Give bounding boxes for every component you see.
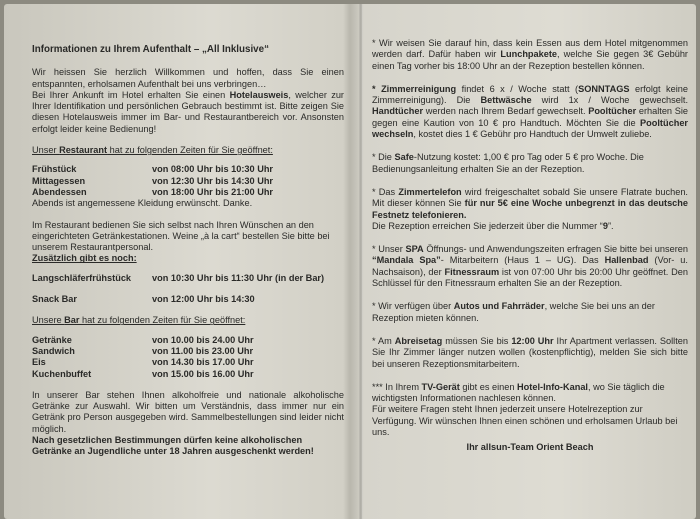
dress-code: Abends ist angemessene Kleidung erwünscht. Danke. xyxy=(32,198,253,209)
tv-note: *** In Ihrem TV-Gerät gibt es einen Hotel-Info-Kanal, wo Sie täglich die wichtigsten Informationen nachlesen können. xyxy=(372,381,665,404)
left-page xyxy=(32,44,344,458)
bar-time-row: Eis von 14.30 bis 17.00 Uhr xyxy=(32,357,254,368)
room-phone-note: * Das Zimmertelefon wird freigeschaltet sobald Sie unsere Flatrate buchen. Mit dieser können Sie für nur 5€ eine Woche unbegrenzt in das deutsche Festnetz telefonieren. Die Rezeption erreichen Sie jederzeit über die Nummer “9”. xyxy=(372,186,689,231)
restaurant-heading: Unser Restaurant hat zu folgenden Zeiten für Sie geöffnet: xyxy=(32,145,273,156)
welcome-text: Wir heissen Sie herzlich Willkommen und hoffen, dass Sie einen entspannten, erholsamen Aufenthalt bei uns verbringen… xyxy=(32,67,344,89)
rental-note: * Wir verfügen über Autos und Fahrräder, welche Sie bei uns an der Rezeption mieten können. xyxy=(372,301,655,323)
extras-heading: Zusätzlich gibt es noch: xyxy=(32,253,137,264)
extra-row: Langschläferfrühstück von 10:30 Uhr bis 11:30 Uhr (in der Bar) xyxy=(32,272,325,283)
bar-heading: Unsere Bar hat zu folgenden Zeiten für Sie geöffnet: xyxy=(32,315,246,326)
page-title: Informationen zu Ihrem Aufenthalt – „All Inklusive“ xyxy=(32,44,269,55)
meal-row: Abendessen von 18:00 Uhr bis 21:00 Uhr xyxy=(32,186,274,197)
bar-time-row: Getränke von 10.00 bis 24.00 Uhr xyxy=(32,334,254,345)
signature: Ihr allsun-Team Orient Beach xyxy=(466,442,594,453)
meal-row: Mittagessen von 12:30 Uhr bis 14:30 Uhr xyxy=(32,175,274,186)
closing-text: Für weitere Fragen steht Ihnen jederzeit unsere Hotelrezeption zur Verfügung. Wir wünschen Ihnen einen schönen und erholsamen Urlaub bei uns. xyxy=(372,404,678,438)
right-page xyxy=(372,38,688,454)
hotel-id-text: Bei Ihrer Ankunft im Hotel erhalten Sie einen Hotelausweis, welcher zur Ihrer Identifikation und persönlichen Gebrauch bestimmt ist. Bitte zeigen Sie diesen Hotelausweis immer im Bar- und Restaurantbereich vor. Ansonsten erfolgt leider keine Bedienung! xyxy=(32,89,344,134)
spa-note: * Unser SPA Öffnungs- und Anwendungszeiten erfragen Sie bitte bei unseren “Mandala Spa”- Mitarbeitern (Haus 1 – UG). Das Hallenbad (Vor- u. Nachsaison), der Fitnessraum ist von 07:00 Uhr bis 20:00 Uhr geöffnet. Den Schlüssel für den Fitnessraum erhalten Sie an der Rezeption. xyxy=(372,244,688,289)
room-cleaning-note: * Zimmerreinigung findet 6 x / Woche statt (SONNTAGS erfolgt keine Zimmerreinigung). Die Bettwäsche wird 1x / Woche gewechselt. Handtücher werden nach Ihrem Bedarf gewechselt. Pooltücher erhalten Sie gegen eine Kaution von 10 € pro Handtuch. Möchten Sie die Pooltücher wechseln, kostet dies 1 € Gebühr pro Handtuch der Umwelt zuliebe. xyxy=(372,83,689,140)
alcohol-note: Nach gesetzlichen Bestimmungen dürfen keine alkoholischen Getränke an Jugendliche unter 18 Jahren ausgeschenkt werden! xyxy=(32,435,314,457)
bar-time-row: Sandwich von 11.00 bis 23.00 Uhr xyxy=(32,345,254,356)
safe-note: * Die Safe-Nutzung kostet: 1,00 € pro Tag oder 5 € pro Woche. Die Bedienungsanleitung erhalten Sie an der Rezeption. xyxy=(372,152,644,174)
bar-time-row: Kuchenbuffet von 15.00 bis 16.00 Uhr xyxy=(32,368,254,379)
bar-note: In unserer Bar stehen Ihnen alkoholfreie und nationale alkoholische Getränke zur Auswahl. Wir bitten um Verständnis, dass immer nur ein Getränk pro Person ausgegeben wird. Sammelbestellungen sind leider nicht möglich. xyxy=(32,389,344,434)
extra-row: Snack Bar von 12:00 Uhr bis 14:30 xyxy=(32,294,255,305)
brochure-sheet xyxy=(4,4,696,519)
page-fold xyxy=(359,4,363,519)
restaurant-service-text: Im Restaurant bedienen Sie sich selbst nach Ihren Wünschen an den eingerichteten Getränkestationen. Weine „à la cart“ bestellen Sie bitte bei unserem Restaurantpersonal. xyxy=(32,219,330,253)
lunch-package-note: * Wir weisen Sie darauf hin, dass kein Essen aus dem Hotel mitgenommen werden darf. Dafür haben wir Lunchpakete, welche Sie gegen 3€ Gebühr einen Tag vorher bis 18:00 Uhr an der Rezeption bestellen können. xyxy=(372,38,688,71)
meal-row: Frühstück von 08:00 Uhr bis 10:30 Uhr xyxy=(32,164,274,175)
departure-note: * Am Abreisetag müssen Sie bis 12:00 Uhr Ihr Apartment verlassen. Sollten Sie Ihr Zimmer länger nutzen wollen (kostenpflichtig), melden Sie sich bitte bei unseren Rezeptionsmitarbeitern. xyxy=(372,335,688,369)
